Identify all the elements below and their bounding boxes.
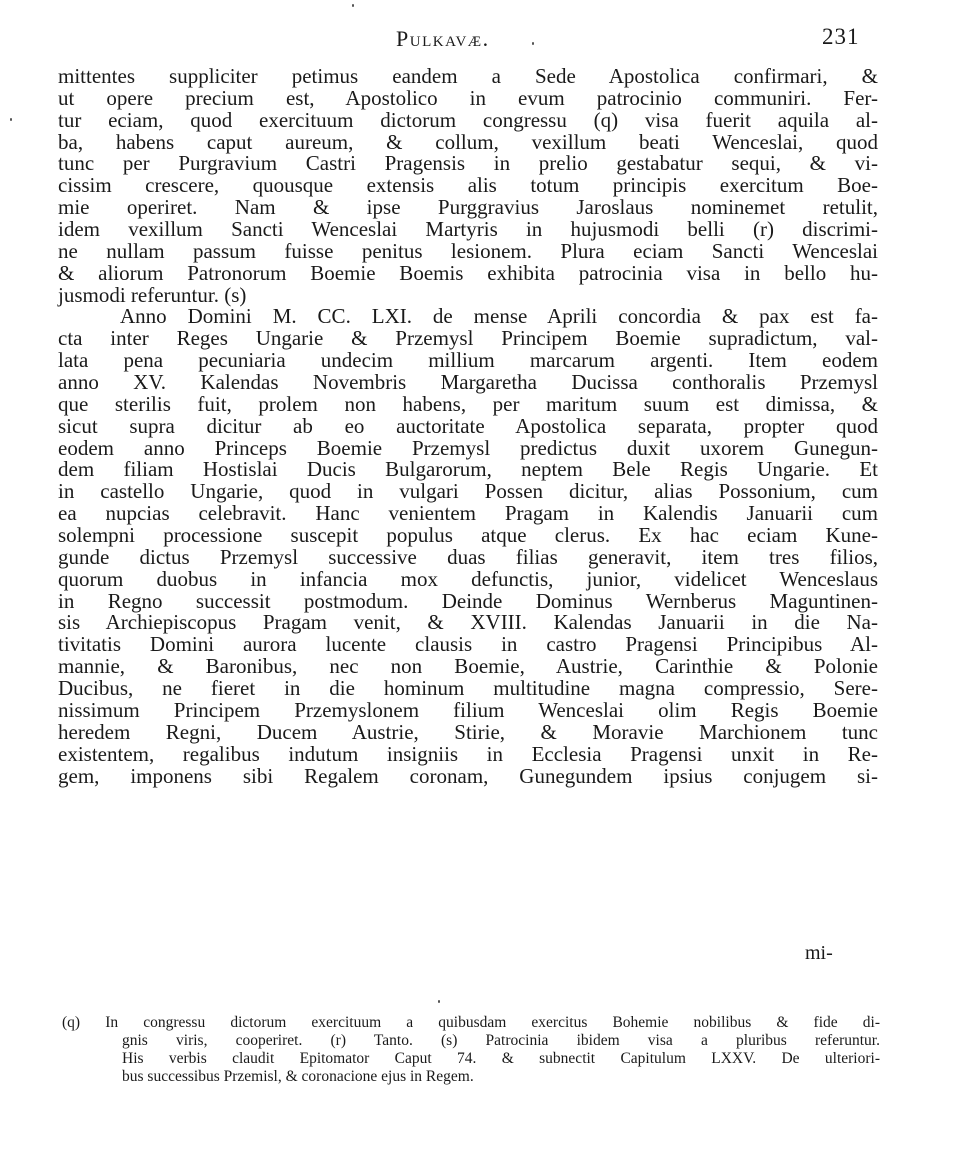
text-line: Ducibus, ne fieret in die hominum multitudine magna compressio, Sere- <box>58 676 878 701</box>
running-title: Pulkavæ. <box>396 26 490 51</box>
text-line: tunc per Purgravium Castri Pragensis in prelio gestabatur sequi, & vi- <box>58 151 878 176</box>
text-line: jusmodi referuntur. (s) <box>58 282 247 307</box>
text-line: ba, habens caput aureum, & collum, vexillum beati Wenceslai, quod <box>58 129 878 154</box>
ink-speck <box>532 42 534 45</box>
text-line: tur eciam, quod exercituum dictorum congressu (q) visa fuerit aquila al- <box>58 107 878 132</box>
text-line: mittentes suppliciter petimus eandem a Sede Apostolica confirmari, & <box>58 64 878 88</box>
footnotes <box>62 1014 880 1086</box>
text-line: solempni processione suscepit populus atque clerus. Ex hac eciam Kune- <box>58 523 878 548</box>
text-line: sis Archiepiscopus Pragam venit, & XVIII. Kalendas Januarii in die Na- <box>58 610 878 635</box>
page-header <box>0 22 960 56</box>
text-line: in castello Ungarie, quod in vulgari Possen dicitur, alias Possonium, cum <box>58 479 878 504</box>
text-line: sicut supra dicitur ab eo auctoritate Apostolica separata, propter quod <box>58 413 878 438</box>
ink-speck <box>352 4 354 7</box>
text-line: quorum duobus in infancia mox defunctis, junior, videlicet Wenceslaus <box>58 566 878 591</box>
text-line: existentem, regalibus indutum insigniis in Ecclesia Pragensi unxit in Re- <box>58 741 878 766</box>
text-line: cissim crescere, quousque extensis alis totum principis exercitum Boe- <box>58 173 878 198</box>
footnote-line: His verbis claudit Epitomator Caput 74. & subnectit Capitulum LXXV. De ulteriori- <box>122 1050 880 1067</box>
text-line: gunde dictus Przemysl successive duas filias generavit, item tres filios, <box>58 544 878 569</box>
text-line: ea nupcias celebravit. Hanc venientem Pragam in Kalendis Januarii cum <box>58 501 878 526</box>
text-line: dem filiam Hostislai Ducis Bulgarorum, neptem Bele Regis Ungarie. Et <box>58 457 878 482</box>
text-line: gem, imponens sibi Regalem coronam, Gunegundem ipsius conjugem si- <box>58 763 878 788</box>
text-line: Anno Domini M. CC. LXI. de mense Aprili concordia & pax est fa- <box>120 304 878 329</box>
ink-speck <box>10 118 12 121</box>
footnote-line: bus successibus Przemisl, & coronacione ejus in Regem. <box>122 1068 474 1085</box>
ink-speck <box>438 1000 440 1003</box>
text-line: idem vexillum Sancti Wenceslai Martyris in hujusmodi belli (r) discrimi- <box>58 217 878 242</box>
text-line: anno XV. Kalendas Novembris Margaretha Ducissa conthoralis Przemysl <box>58 370 878 395</box>
text-line: que sterilis fuit, prolem non habens, per maritum suum est dimissa, & <box>58 391 878 416</box>
text-line: cta inter Reges Ungarie & Przemysl Principem Boemie supradictum, val- <box>58 326 878 351</box>
text-line: eodem anno Princeps Boemie Przemysl predictus duxit uxorem Gunegun- <box>58 435 878 460</box>
text-line: in Regno successit postmodum. Deinde Dominus Wernberus Maguntinen- <box>58 588 878 613</box>
text-line: heredem Regni, Ducem Austrie, Stirie, & Moravie Marchionem tunc <box>58 719 878 744</box>
body-text <box>58 66 878 787</box>
text-line: nissimum Principem Przemyslonem filium Wenceslai olim Regis Boemie <box>58 697 878 722</box>
text-line: & aliorum Patronorum Boemie Boemis exhibita patrocinia visa in bello hu- <box>58 260 878 285</box>
text-line: tivitatis Domini aurora lucente clausis in castro Pragensi Principibus Al- <box>58 632 878 657</box>
footnote-line: gnis viris, cooperiret. (r) Tanto. (s) Patrocinia ibidem visa a pluribus referuntur. <box>122 1032 880 1049</box>
text-line: mannie, & Baronibus, nec non Boemie, Austrie, Carinthie & Polonie <box>58 654 878 679</box>
catchword: mi- <box>805 942 833 964</box>
text-line: lata pena pecuniaria undecim millium marcarum argenti. Item eodem <box>58 348 878 373</box>
footnote-line: (q) In congressu dictorum exercituum a quibusdam exercitus Bohemie nobilibus & fide di- <box>62 1014 880 1031</box>
text-line: mie operiret. Nam & ipse Purggravius Jaroslaus nominemet retulit, <box>58 195 878 220</box>
text-line: ut opere precium est, Apostolico in evum patrocinio communiri. Fer- <box>58 85 878 110</box>
page-number: 231 <box>822 24 860 49</box>
text-line: ne nullam passum fuisse penitus lesionem. Plura eciam Sancti Wenceslai <box>58 238 878 263</box>
